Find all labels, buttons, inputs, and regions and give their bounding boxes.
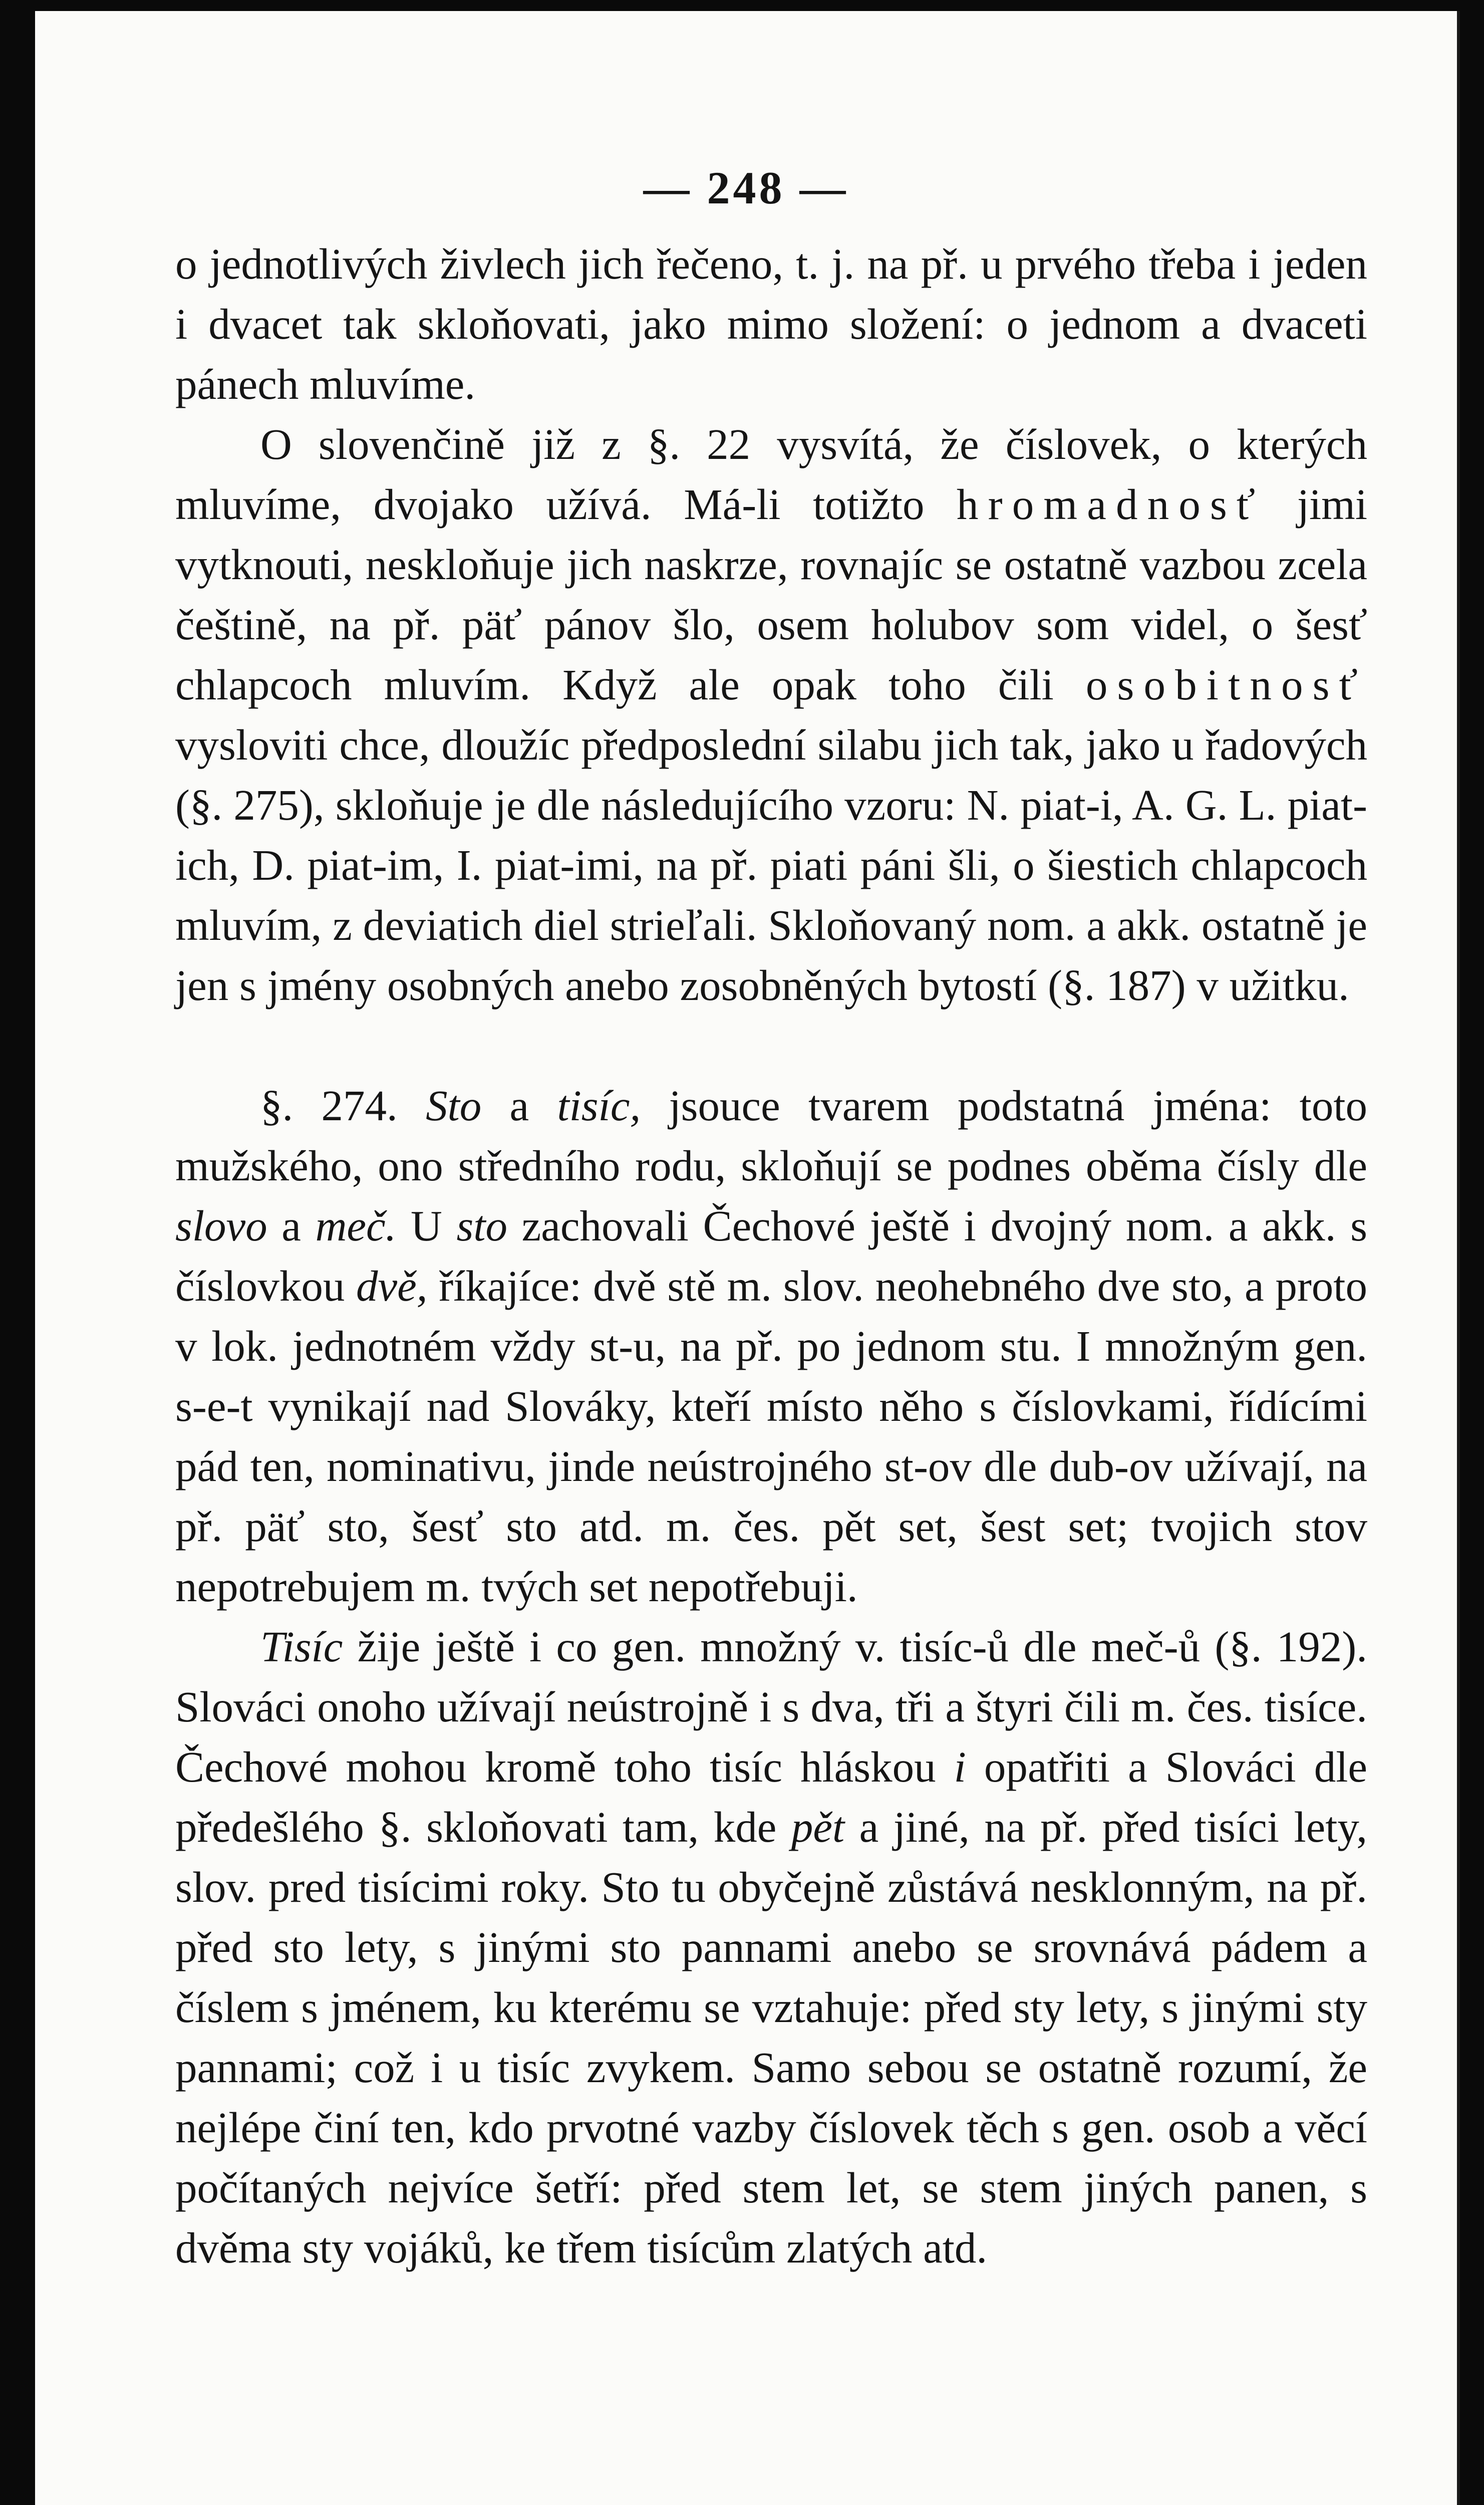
paragraph-tisic bbox=[175, 1617, 1367, 2278]
text-run: U bbox=[396, 1201, 457, 1250]
text-run: říkajíce: dvě stě m. slov. neohebného dve sto, a proto v lok. jednotném vždy st-u, na př. po jednom stu. I množným gen. s-e-t vynikají nad Slováky, kteří místo něho s číslovkami, řídícími pád ten, nominativu, jinde neústrojného st-ov dle dub-ov užívají, na př. päť sto, šesť sto atd. m. čes. pět set, šest set; tvojich stov nepotrebujem m. tvých set nepotřebuji. bbox=[175, 1262, 1367, 1611]
section-274 bbox=[175, 1076, 1367, 1617]
text-run: O slovenčině již z §. 22 vysvítá, že číslovek, o kterých mluvíme, dvojako užívá. Má-li totižto bbox=[175, 420, 1367, 529]
text-run: vysloviti chce, dloužíc předposlední silabu jich tak, jako u řadových (§. 275), skloňuje je dle následujícího vzoru: N. piat-i, A. G. L. piat-ich, D. piat-im, I. piat-imi, na př. piati páni šli, o šiestich chlapcoch mluvím, z deviatich diel strieľali. Skloňovaný nom. a akk. ostatně je jen s jmény osobných anebo zosobněných bytostí (§. 187) v užitku. bbox=[175, 720, 1367, 1010]
italic-term: sto bbox=[456, 1201, 508, 1250]
paragraph-slovak-numerals bbox=[175, 414, 1367, 1016]
text-run: a bbox=[481, 1081, 557, 1130]
text-run: o jednotlivých živlech jich řečeno, t. j. na př. u prvého třeba i jeden i dvacet tak skloňovati, jako mimo složení: o jednom a dvaceti pánech mluvíme. bbox=[175, 239, 1367, 408]
page-body bbox=[175, 234, 1367, 2278]
italic-term: Sto bbox=[426, 1081, 482, 1130]
text-run: jimi vytknouti, neskloňuje jich naskrze, rovnajíc se ostatně vazbou zcela češtině, na př. päť pánov šlo, osem holubov som videl, o šesť chlapcoch mluvím. Když ale opak toho čili bbox=[175, 480, 1367, 709]
italic-term: meč. bbox=[315, 1201, 397, 1250]
italic-term: dvě, bbox=[356, 1262, 428, 1310]
italic-term: pět bbox=[791, 1803, 845, 1851]
text-run: zachovali Čechové ještě i dvojný nom. a akk. s číslovkou bbox=[175, 1201, 1367, 1310]
section-number: §. 274. bbox=[260, 1081, 426, 1130]
text-run: a bbox=[267, 1201, 316, 1250]
text-run: a jiné, na př. před tisíci lety, slov. pred tisícimi roky. Sto tu obyčejně zůstává nesklonným, na př. před sto lety, s jinými sto pannami anebo se srovnává pádem a číslem s jménem, ku kterému se vztahuje: před sty lety, s jinými sty pannami; což i u tisíc zvykem. Samo sebou se ostatně rozumí, že nejlépe činí ten, kdo prvotné vazby číslovek těch s gen. osob a věcí počítaných nejvíce šetří: před stem let, se stem jiných panen, s dvěma sty vojáků, ke třem tisícům zlatých atd. bbox=[175, 1803, 1368, 2272]
italic-term: Tisíc bbox=[260, 1622, 343, 1671]
italic-term: i bbox=[954, 1742, 966, 1791]
emphasis-spaced: hromadnosť bbox=[957, 480, 1265, 529]
text-run: jsouce tvarem podstatná jména: toto mužského, ono středního rodu, skloňují se podnes oběma čísly dle bbox=[175, 1081, 1367, 1190]
emphasis-spaced: osobitnosť bbox=[1085, 660, 1367, 709]
paragraph-continuation bbox=[175, 234, 1367, 414]
text-run: žije ještě i co gen. množný v. tisíc-ů dle meč-ů (§. 192). Slováci onoho užívají neústrojně i s dva, tři a štyri čili m. čes. tisíce. Čechové mohou kromě toho tisíc hláskou bbox=[175, 1622, 1367, 1791]
text-run: opatřiti a Slováci dle předešlého §. skloňovati tam, kde bbox=[175, 1742, 1367, 1851]
italic-term: slovo bbox=[175, 1201, 267, 1250]
italic-term: tisíc, bbox=[557, 1081, 641, 1130]
page-number: — 248 — bbox=[643, 162, 849, 213]
book-page bbox=[35, 11, 1460, 2505]
